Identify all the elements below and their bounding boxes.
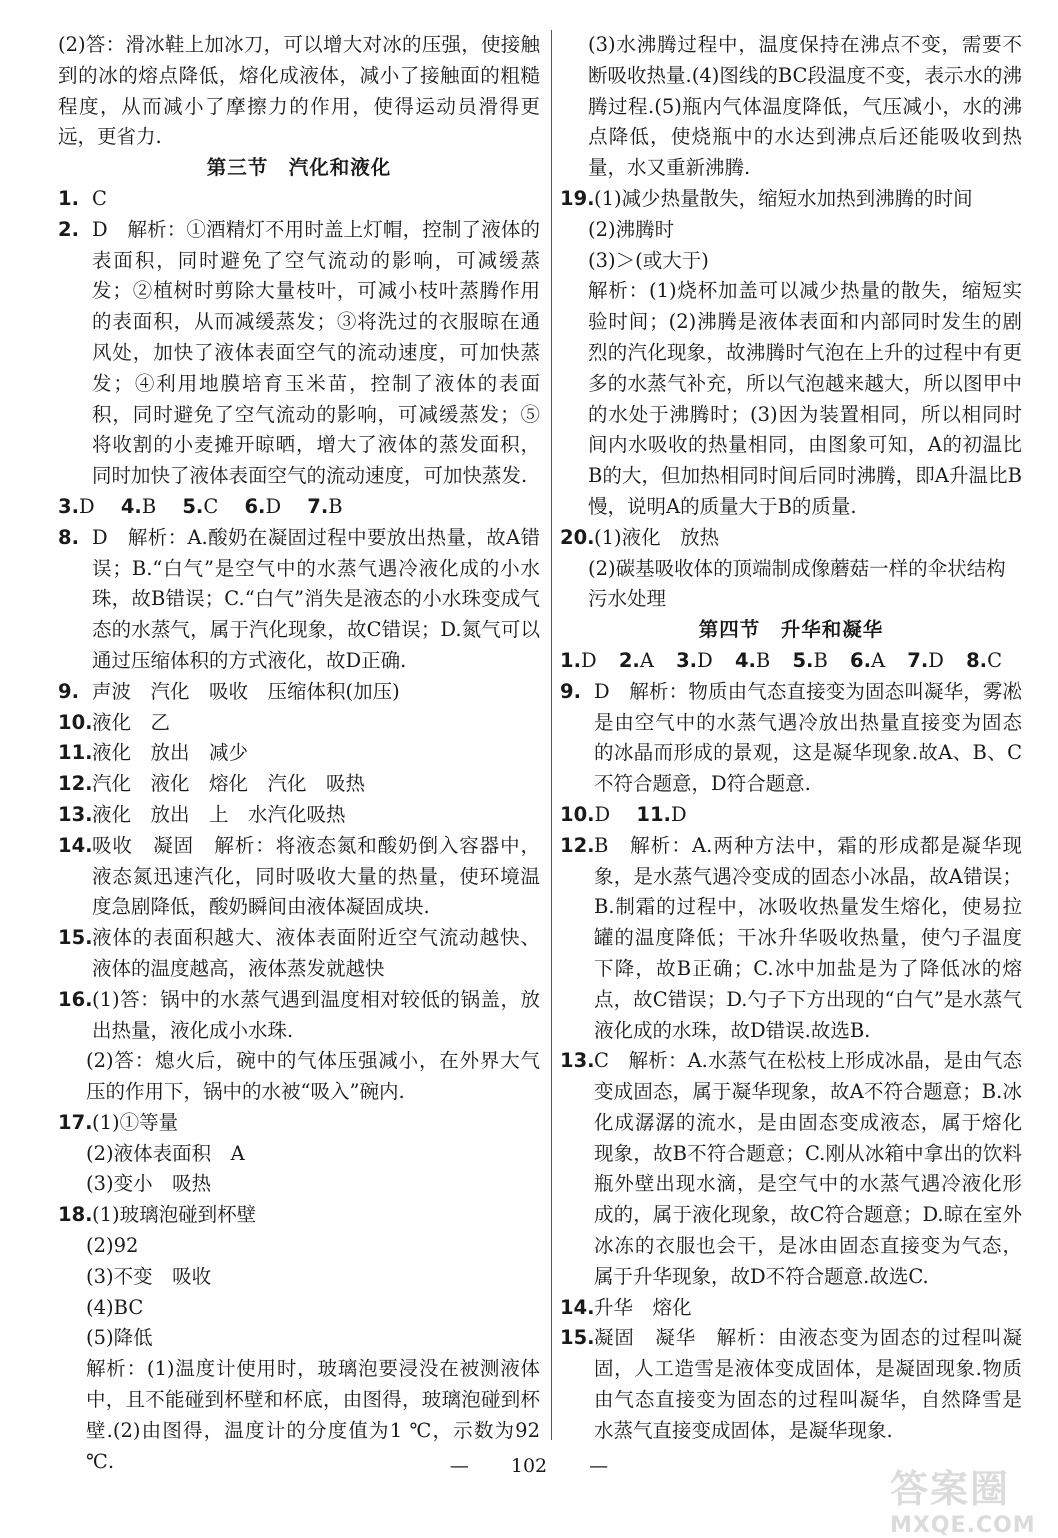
right-column [560,30,1022,1447]
answer-item [560,1046,1022,1292]
answer-text: D 解析：物质由气态直接变为固态叫凝华，雾凇是由空气中的水蒸气遇冷放出热量直接变为固态的冰晶而形成的景观，这是凝华现象.故A、B、C不符合题意，D符合题意. [594,679,1022,796]
answer-continuation: (3)变小 吸热 [86,1172,212,1196]
answer-item [58,523,540,677]
answer-row-1-8 [560,646,1022,677]
answer-choice: D [265,494,282,518]
question-number: 20. [560,525,595,549]
question-number: 17. [58,1110,93,1134]
answer-pair [560,800,610,831]
answer-choice: B [813,648,828,672]
question-number: 6. [850,648,871,672]
answer-choice: D [78,494,95,518]
question-number: 4. [120,494,142,518]
answer-choice: B [141,494,157,518]
answer-choice: D [697,648,713,672]
answer-item [58,985,540,1047]
answer-choice: C [987,648,1003,672]
answer-row-10-11 [560,800,1022,831]
answer-item [58,831,540,923]
question-number: 11. [58,741,93,765]
question-number: 12. [560,833,595,857]
answer-item [560,1293,1022,1324]
answer-text: 汽化 液化 熔化 汽化 吸热 [92,772,366,796]
question-number: 3. [676,648,698,672]
answer-pair [619,646,654,677]
answer-continuation: (3)＞(或大于) [588,248,709,272]
answer-pair [636,800,686,831]
question-number: 16. [58,987,93,1011]
answer-pair [792,646,827,677]
section-heading-sublimation: 第四节 升华和凝华 [698,618,884,642]
answer-pair [182,492,218,523]
answer-pair [966,646,1002,677]
question-number: 11. [636,802,671,826]
question-number: 18. [58,1203,93,1227]
question-number: 8. [966,648,988,672]
watermark-title: 答案圈 [890,1467,1011,1511]
answer-text: C 解析：A.水蒸气在松枝上形成冰晶，是由气态变成固态，属于凝华现象，故A不符合题意；B.冰化成潺潺的流水，是由固态变成液态，属于熔化现象，故B不符合题意；C.刚从冰箱中拿出的饮料瓶外壁出现水滴，是空气中的水蒸气遇冷液化形成的，属于液化现象，故C符合题意；D.晾在室外冰冻的衣服也会干，是冰由固态直接变为气态，属于升华现象，故D不符合题意.故选C. [594,1049,1022,1288]
page-number-value: 102 [510,1455,548,1477]
answer-item [560,184,1022,215]
answer-text: 液化 放出 上 水汽化吸热 [92,802,346,826]
answer-text: 液化 乙 [92,710,171,734]
answer-item [58,923,540,985]
watermark-url: MXQE.COM [890,1513,1036,1538]
answer-16-2-continued: (2)答：滑冰鞋上加冰刀，可以增大对冰的压强，使接触到的冰的熔点降低，熔化成液体，减小了接触面的粗糙程度，从而减小了摩擦力的作用，使得运动员滑得更远，更省力. [58,33,540,149]
section-heading-vaporization: 第三节 汽化和液化 [206,156,392,180]
watermark-logo [890,1458,1040,1538]
answer-choice: D [594,802,611,826]
answer-text: 凝固 凝华 解析：由液态变为固态的过程叫凝固，人工造雪是液体变成固体，是凝固现象.物质由气态直接变为固态的过程叫凝华，自然降雪是水蒸气直接变成固体，是凝华现象. [594,1326,1022,1442]
answer-item [58,184,540,215]
answer-continuation: (2)沸腾时 [588,217,675,241]
answer-item [560,677,1022,800]
question-number: 13. [58,802,93,826]
question-number: 2. [618,648,640,672]
answer-continuation: (2)液体表面积 A [86,1141,245,1165]
answer-text: D 解析：A.酸奶在凝固过程中要放出热量，故A错误；B.“白气”是空气中的水蒸气遇冷液化成的小水珠，故B错误；C.“白气”消失是液态的小水珠变成气态的水蒸气，属于汽化现象，故C错误；D.氮气可以通过压缩体积的方式液化，故D正确. [92,525,540,672]
answer-text: (1)答：锅中的水蒸气遇到温度相对较低的锅盖，放出热量，液化成小水珠. [92,987,540,1042]
answer-item [58,769,540,800]
question-number: 13. [560,1049,595,1073]
question-number: 3. [58,494,79,518]
answer-18-continued: (3)水沸腾过程中，温度保持在沸点不变，需要不断吸收热量.(4)图线的BC段温度不变，表示水的沸腾过程.(5)瓶内气体温度降低，气压减小，水的沸点降低，使烧瓶中的水达到沸点后还能吸收到热量，水又重新沸腾. [588,33,1022,180]
answer-row-3-7 [58,492,540,523]
answer-text: 升华 熔化 [594,1295,692,1319]
page-dash-left: — [449,1455,469,1477]
answer-item [58,677,540,708]
answer-pair [676,646,713,677]
answer-item [58,215,540,492]
left-column [58,30,540,1477]
answer-continuation: 污水处理 [588,587,667,611]
page-dash-right: — [589,1455,609,1477]
answer-text: 液体的表面积越大、液体表面附近空气流动越快、液体的温度越高，液体蒸发就越快 [92,926,540,980]
question-number: 2. [58,217,79,241]
question-number: 9. [560,679,581,703]
answer-item [560,523,1022,554]
answer-item [560,831,1022,1047]
answer-text: B 解析：A.两种方法中，霜的形成都是凝华现象，是水蒸气遇冷变成的固态小冰晶，故A错误；B.制霜的过程中，冰吸收热量发生熔化，使易拉罐的温度降低；干冰升华吸收热量，使勺子温度下降，故B正确；C.冰中加盐是为了降低冰的熔点，故C错误；D.勺子下方出现的“白气”是水蒸气液化成的水珠，故D错误.故选B. [594,833,1022,1042]
answer-text: (1)①等量 [92,1110,179,1134]
question-number: 5. [182,494,204,518]
answer-choice: D [670,802,687,826]
answer-choice: B [328,494,343,518]
question-number: 14. [58,833,93,857]
answer-pair [121,492,156,523]
answer-item [58,1108,540,1139]
answer-choice: D [580,648,597,672]
answer-pair [307,492,342,523]
answer-text: (1)玻璃泡碰到杯壁 [92,1203,257,1227]
answer-explanation: 解析：(1)温度计使用时，玻璃泡要浸没在被测液体中，且不能碰到杯壁和杯底，由图得，玻璃泡碰到杯壁.(2)由图得，温度计的分度值为1 ℃，示数为92 ℃. [86,1357,540,1473]
answer-text: 声波 汽化 吸收 压缩体积(加压) [92,679,400,703]
answer-text: (1)减少热量散失，缩短水加热到沸腾的时间 [594,186,973,210]
answer-text: D 解析：①酒精灯不用时盖上灯帽，控制了液体的表面积，同时避免了空气流动的影响，可减缓蒸发；②植树时剪除大量枝叶，可减小枝叶蒸腾作用的表面积，从而减缓蒸发；③将洗过的衣服晾在通风处，加快了液体表面空气的流动速度，可加快蒸发；④利用地膜培育玉米苗，控制了液体的表面积，同时避免了空气流动的影响，可减缓蒸发；⑤将收割的小麦摊开晾晒，增大了液体的蒸发面积，同时加快了液体表面空气的流动速度，可加快蒸发. [92,217,540,488]
question-number: 1. [560,648,581,672]
answer-choice: A [639,648,654,672]
question-number: 8. [58,525,79,549]
answer-continuation: (2)92 [86,1234,139,1258]
answer-continuation: (2)答：熄火后，碗中的气体压强减小，在外界大气压的作用下，锅中的水被“吸入”碗内. [86,1049,540,1104]
question-number: 5. [792,648,814,672]
answer-pair [735,646,770,677]
question-number: 7. [907,648,929,672]
answer-pair [58,492,95,523]
answer-item [58,738,540,769]
answer-pair [850,646,885,677]
answer-item [58,1200,540,1231]
answer-pair [560,646,597,677]
question-number: 12. [58,772,93,796]
question-number: 10. [560,802,595,826]
answer-text: 液化 放出 减少 [92,741,249,765]
answer-item [560,1323,1022,1446]
answer-pair [907,646,944,677]
column-divider [551,30,552,1440]
answer-text: 吸收 凝固 解析：将液态氮和酸奶倒入容器中，液态氮迅速汽化，同时吸收大量的热量，使环境温度急剧降低，酸奶瞬间由液体凝固成块. [92,833,540,919]
question-number: 10. [58,710,93,734]
answer-continuation: (2)碳基吸收体的顶端制成像蘑菇一样的伞状结构 [588,556,1006,580]
answer-choice: A [870,648,886,672]
answer-continuation: (5)降低 [86,1326,153,1350]
question-number: 15. [58,926,93,950]
answer-choice: B [755,648,771,672]
answer-choice: C [203,494,219,518]
question-number: 4. [734,648,756,672]
question-number: 15. [560,1326,595,1350]
question-number: 1. [58,186,79,210]
answer-choice: D [928,648,944,672]
answer-explanation: 解析：(1)烧杯加盖可以减少热量的散失，缩短实验时间；(2)沸腾是液体表面和内部同时发生的剧烈的汽化现象，故沸腾时气泡在上升的过程中有更多的水蒸气补充，所以气泡越来越大，所以图甲中的水处于沸腾时；(3)因为装置相同，所以相同时间内水吸收的热量相同，由图象可知，A的初温比B的大，但加热相同时间后同时沸腾，即A升温比B慢，说明A的质量大于B的质量. [588,279,1022,518]
question-number: 6. [244,494,266,518]
question-number: 14. [560,1295,595,1319]
answer-continuation: (3)不变 吸收 [86,1264,212,1288]
question-number: 7. [307,494,329,518]
answer-item [58,708,540,739]
answer-text: (1)液化 放热 [594,525,720,549]
answer-continuation: (4)BC [86,1295,144,1319]
answer-text: C [92,186,107,210]
question-number: 19. [560,186,595,210]
question-number: 9. [58,679,79,703]
answer-pair [244,492,281,523]
answer-item [58,800,540,831]
